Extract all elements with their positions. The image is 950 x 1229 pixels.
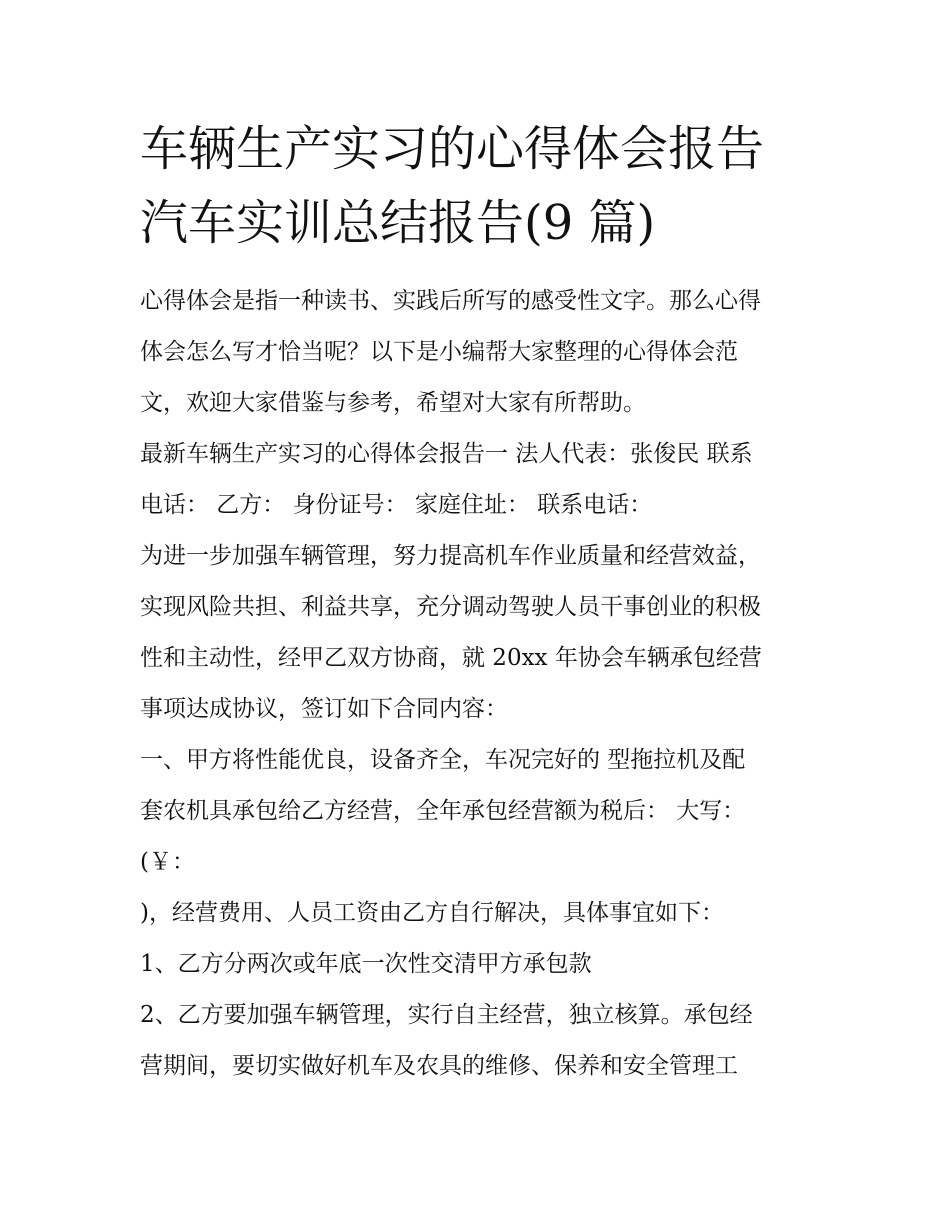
body-line-13: )，经营费用、人员工资由乙方自行解决，具体事宜如下： — [140, 900, 724, 926]
document-body — [140, 276, 820, 1092]
body-line-12: (￥： — [140, 849, 195, 875]
body-line-8: 性和主动性，经甲乙双方协商，就 20xx 年协会车辆承包经营 — [140, 645, 762, 671]
body-line-7: 实现风险共担、利益共享，充分调动驾驶人员干事创业的积极 — [140, 594, 761, 620]
title-line-1: 车辆生产实习的心得体会报告 — [140, 121, 765, 177]
body-line-11: 套农机具承包给乙方经营，全年承包经营额为税后： 大写： — [140, 798, 746, 824]
body-line-14: 1、乙方分两次或年底一次性交清甲方承包款 — [140, 951, 592, 977]
body-line-10: 一、甲方将性能优良，设备齐全，车况完好的 型拖拉机及配 — [140, 747, 746, 773]
document-title — [140, 112, 840, 260]
body-line-9: 事项达成协议，签订如下合同内容： — [140, 696, 508, 722]
body-line-1: 心得体会是指一种读书、实践后所写的感受性文字。那么心得 — [140, 288, 761, 314]
body-line-15: 2、乙方要加强车辆管理，实行自主经营，独立核算。承包经 — [140, 1002, 753, 1028]
body-line-3: 文，欢迎大家借鉴与参考，希望对大家有所帮助。 — [140, 390, 646, 416]
body-line-6: 为进一步加强车辆管理，努力提高机车作业质量和经营效益， — [140, 543, 761, 569]
title-line-2: 汽车实训总结报告(9 篇) — [140, 195, 656, 251]
body-line-16: 营期间，要切实做好机车及农具的维修、保养和安全管理工 — [140, 1053, 738, 1079]
body-line-5: 电话： 乙方： 身份证号： 家庭住址： 联系电话： — [140, 492, 653, 518]
body-line-4: 最新车辆生产实习的心得体会报告一 法人代表：张俊民 联系 — [140, 441, 753, 467]
body-line-2: 体会怎么写才恰当呢？以下是小编帮大家整理的心得体会范 — [140, 339, 738, 365]
